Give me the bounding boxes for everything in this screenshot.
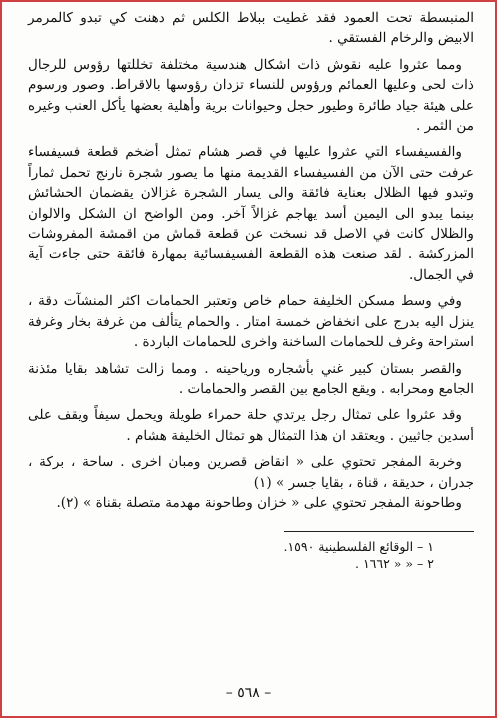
footnote-divider xyxy=(284,531,474,532)
document-page xyxy=(28,8,474,572)
page-number: – ٥٦٨ – xyxy=(225,685,272,701)
paragraph-6: وقد عثروا على تمثال رجل يرتدي حلة حمراء طويلة ويحمل سيفاً ويقف على أسدين جاثيين . ويعتقد ان هذا التمثال هو تمثال الخليفة هشام . xyxy=(28,407,474,444)
footnote-2: ٢ – « « ١٦٦٢ . xyxy=(355,556,434,572)
paragraph-1: المنبسطة تحت العمود فقد غطيت ببلاط الكلس ثم دهنت كي تبدو كالمرمر الابيض والرخام الفستقي . xyxy=(28,10,474,47)
paragraph-5: والقصر بستان كبير غني بأشجاره ورياحينه . ومما زالت تشاهد بقايا مئذنة الجامع ومحرابه . ويقع الجامع بين القصر والحمامات . xyxy=(28,360,474,397)
paragraph-7: وخربة المفجر تحتوي على « انقاض قصرين ومبان اخرى . ساحة ، بركة ، جدران ، حديقة ، قناة ، بقايا جسر » (١) xyxy=(28,454,474,491)
paragraph-4: وفي وسط مسكن الخليفة حمام خاص وتعتبر الحمامات اكثر المنشآت دقة ، ينزل اليه بدرج على انخفاض خمسة امتار . والحمام يتألف من غرفة بخار وغرفة استراحة وغرف للحمامات الساخنة واخرى للحمامات الباردة . xyxy=(28,293,474,351)
paragraph-2: ومما عثروا عليه نقوش ذات اشكال هندسية مختلفة تخللتها رؤوس للرجال ذات لحى وعليها العمائم ورؤوس للنساء تزدان رؤوسها بالاقراط. وصور ورسوم على هيئة جياد طائرة وطيور حجل وحيوانات برية وأهلية بعضها يأكل العنب وغيره من الثمر . xyxy=(28,56,474,135)
footnote-1: ١ – الوقائع الفلسطينية ١٥٩٠. xyxy=(283,539,434,555)
paragraph-3: والفسيفساء التي عثروا عليها في قصر هشام تمثل أضخم قطعة فسيفساء عرفت حتى الآن من الفسيفساء القديمة منها ما يصور شجرة نارنج تحمل ثماراً وتبدو فيها الظلال بعناية فائقة والى يسار الشجرة غزالان يقضمان الحشائش بينما يبدو الى اليمين أسد يهاجم غزالاً آخر. ومن الواضح ان الشكل والالوان والظلال كانت في الاصل قد نسخت عن قطعة قماش من اقمشة المفروشات المزركشة . لقد صنعت هذه القطعة الفسيفسائية بمهارة فائقة حتى جاءت آية في الجمال. xyxy=(28,144,474,283)
paragraph-8: وطاحونة المفجر تحتوي على « خزان وطاحونة مهدمة متصلة بقناة » (٢). xyxy=(56,494,462,511)
